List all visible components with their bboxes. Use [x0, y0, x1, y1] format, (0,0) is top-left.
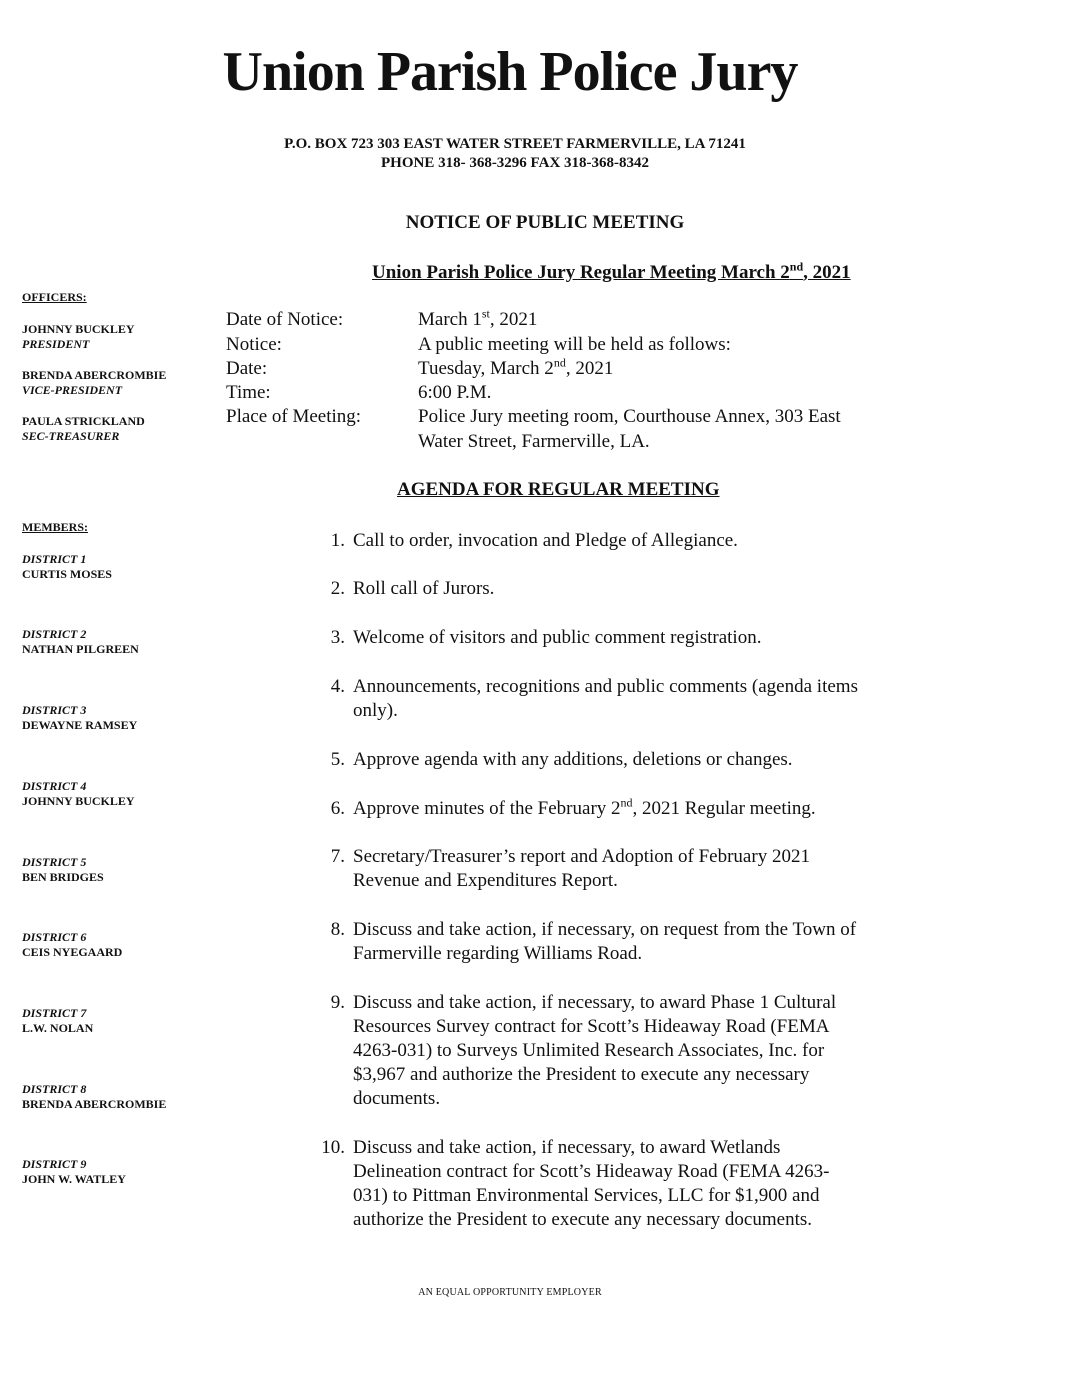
date-value: Tuesday, March 2nd, 2021: [418, 355, 614, 379]
place-label: Place of Meeting:: [226, 406, 362, 427]
footer-equal-opportunity: AN EQUAL OPPORTUNITY EMPLOYER: [418, 1287, 602, 1298]
officer-entry: PAULA STRICKLAND SEC-TREASURER: [22, 414, 145, 443]
place-value-line2: Water Street, Farmerville, LA.: [418, 431, 650, 452]
agenda-heading: AGENDA FOR REGULAR MEETING: [397, 479, 720, 500]
meeting-heading: Union Parish Police Jury Regular Meeting March 2nd, 2021: [372, 259, 851, 283]
date-label: Date:: [226, 358, 268, 379]
member-entry: DISTRICT 4 JOHNNY BUCKLEY: [22, 779, 135, 808]
notice-heading: NOTICE OF PUBLIC MEETING: [405, 212, 685, 233]
organization-title: Union Parish Police Jury: [222, 41, 798, 103]
member-entry: DISTRICT 3 DEWAYNE RAMSEY: [22, 703, 138, 732]
member-entry: DISTRICT 8 BRENDA ABERCROMBIE: [22, 1082, 167, 1111]
officer-entry: BRENDA ABERCROMBIE VICE-PRESIDENT: [22, 368, 167, 397]
phone-fax-line: PHONE 318- 368-3296 FAX 318-368-8342: [380, 155, 650, 171]
place-value-line1: Police Jury meeting room, Courthouse Annex, 303 East: [418, 406, 841, 427]
officers-label: OFFICERS:: [22, 290, 87, 304]
officer-entry: JOHNNY BUCKLEY PRESIDENT: [22, 322, 135, 351]
notice-label: Notice:: [226, 334, 282, 355]
member-entry: DISTRICT 6 CEIS NYEGAARD: [22, 930, 123, 959]
members-label: MEMBERS:: [22, 520, 88, 534]
member-entry: DISTRICT 7 L.W. NOLAN: [22, 1006, 94, 1035]
notice-value: A public meeting will be held as follows:: [418, 334, 731, 355]
address-line: P.O. BOX 723 303 EAST WATER STREET FARMERVILLE, LA 71241: [284, 136, 746, 152]
member-entry: DISTRICT 1 CURTIS MOSES: [22, 552, 112, 581]
time-label: Time:: [226, 382, 271, 403]
member-entry: DISTRICT 9 JOHN W. WATLEY: [22, 1157, 126, 1186]
date-of-notice-label: Date of Notice:: [226, 309, 344, 330]
member-entry: DISTRICT 2 NATHAN PILGREEN: [22, 627, 139, 656]
member-entry: DISTRICT 5 BEN BRIDGES: [22, 855, 104, 884]
time-value: 6:00 P.M.: [418, 382, 492, 403]
date-of-notice-value: March 1st, 2021: [418, 306, 538, 330]
